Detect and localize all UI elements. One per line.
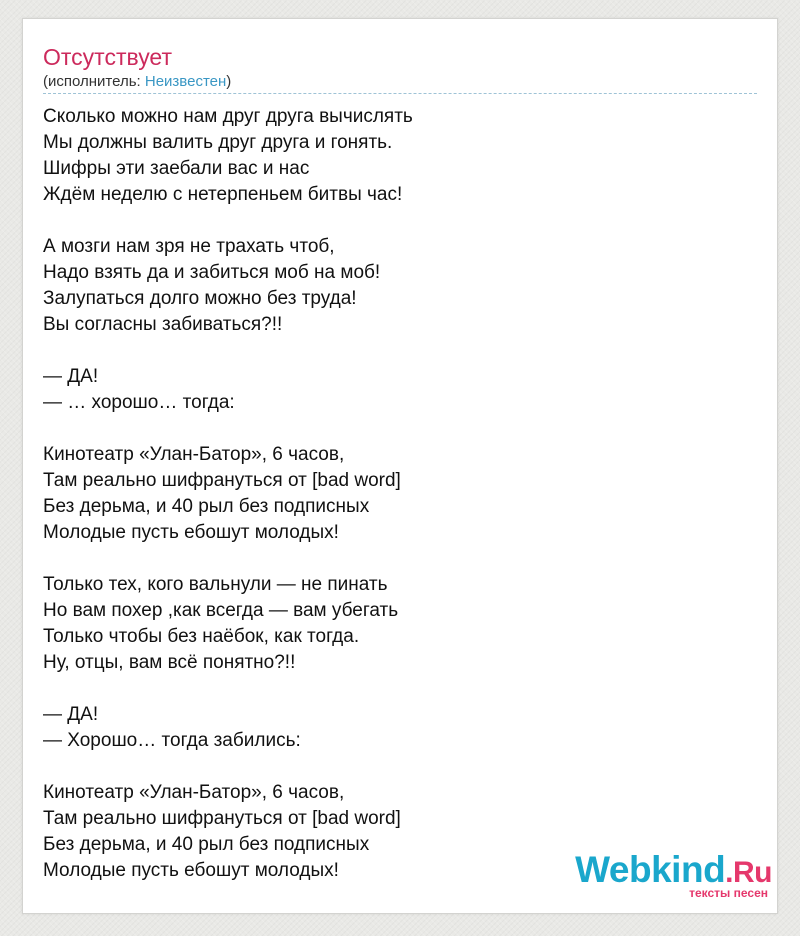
lyrics-card xyxy=(22,18,778,914)
stanza-break xyxy=(43,208,743,234)
stanza-break xyxy=(43,754,743,780)
lyric-line: Ну, отцы, вам всё понятно?!! xyxy=(43,652,296,673)
lyric-line: Кинотеатр «Улан-Батор», 6 часов, xyxy=(43,444,345,465)
lyric-line: — Хорошо… тогда забились: xyxy=(43,730,301,751)
lyric-line: Кинотеатр «Улан-Батор», 6 часов, xyxy=(43,782,345,803)
song-title: Отсутствует xyxy=(43,44,172,70)
artist-link[interactable]: Неизвестен xyxy=(144,73,227,90)
stanza-break xyxy=(43,546,743,572)
lyric-line: Только чтобы без наёбок, как тогда. xyxy=(43,626,360,647)
lyrics-text xyxy=(43,104,743,884)
lyric-line: Без дерьма, и 40 рыл без подписных xyxy=(43,834,370,855)
lyric-line: Мы должны валить друг друга и гонять. xyxy=(43,132,393,153)
lyric-line: Надо взять да и забиться моб на моб! xyxy=(43,262,381,283)
lyric-line: Без дерьма, и 40 рыл без подписных xyxy=(43,496,370,517)
logo-main-text: Webkind xyxy=(575,849,726,890)
lyric-line: Сколько можно нам друг друга вычислять xyxy=(43,106,413,127)
lyric-line: Молодые пусть ебошут молодых! xyxy=(43,860,339,881)
stanza-break xyxy=(43,416,743,442)
lyric-line: Молодые пусть ебошут молодых! xyxy=(43,522,339,543)
lyric-line: — … хорошо… тогда: xyxy=(43,392,235,413)
logo-tagline: тексты песен xyxy=(689,886,768,900)
lyric-line: Но вам похер ,как всегда — вам убегать xyxy=(43,600,399,621)
lyric-line: — ДА! xyxy=(43,366,99,387)
lyric-line: Только тех, кого вальнули — не пинать xyxy=(43,574,388,595)
logo-tld: .Ru xyxy=(725,856,772,889)
lyric-line: Шифры эти заебали вас и нас xyxy=(43,158,310,179)
lyric-line: — ДА! xyxy=(43,704,99,725)
lyric-line: Там реально шифрануться от [bad word] xyxy=(43,470,401,491)
artist-prefix: (исполнитель: xyxy=(43,73,145,90)
title-divider xyxy=(43,93,757,94)
artist-line xyxy=(43,73,231,91)
lyric-line: Вы согласны забиваться?!! xyxy=(43,314,283,335)
site-logo[interactable] xyxy=(575,849,772,900)
lyric-line: Залупаться долго можно без труда! xyxy=(43,288,357,309)
lyric-line: Там реально шифрануться от [bad word] xyxy=(43,808,401,829)
lyric-line: Ждём неделю с нетерпеньем битвы час! xyxy=(43,184,403,205)
artist-suffix: ) xyxy=(226,73,232,90)
lyric-line: А мозги нам зря не трахать чтоб, xyxy=(43,236,335,257)
stanza-break xyxy=(43,676,743,702)
stanza-break xyxy=(43,338,743,364)
